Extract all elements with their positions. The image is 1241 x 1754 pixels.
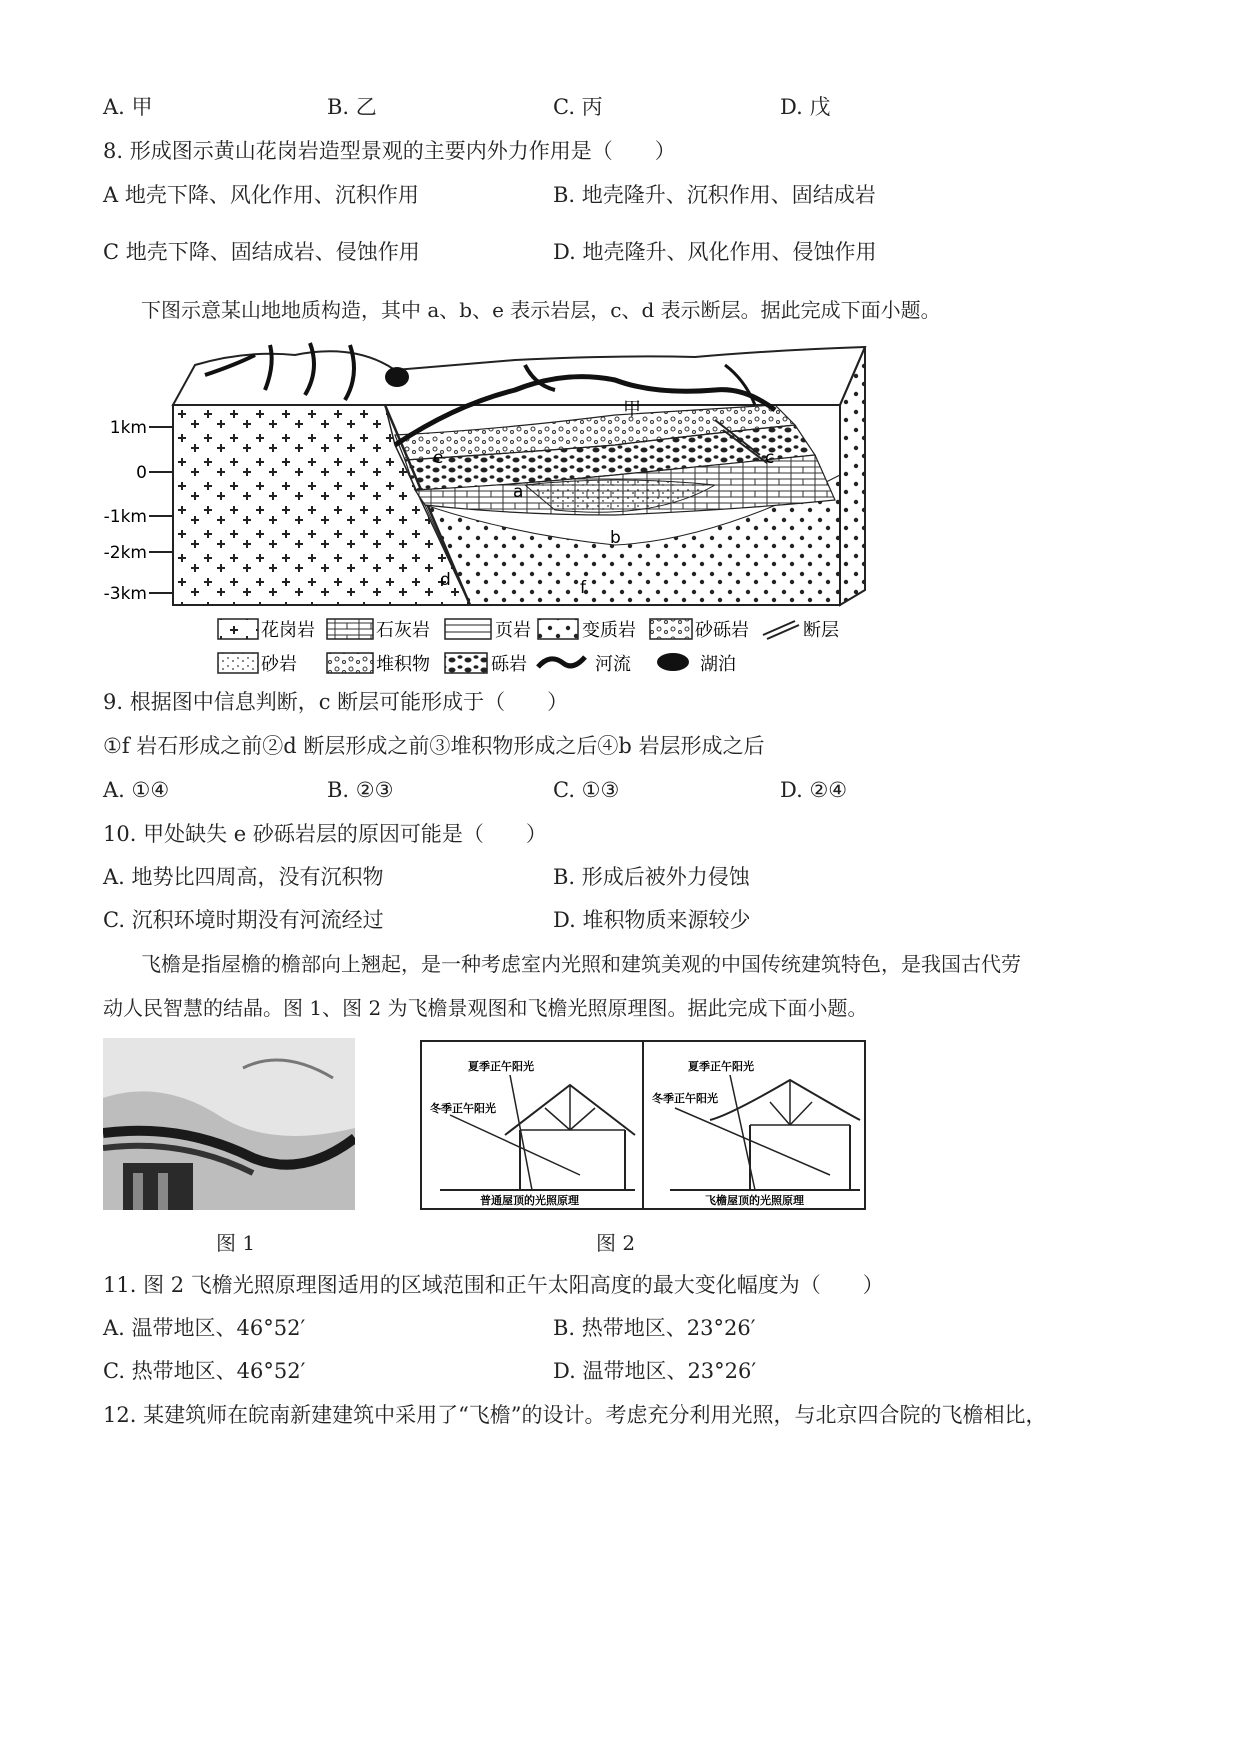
left-winter-label: 冬季正午阳光 <box>430 1102 496 1115</box>
right-caption: 飞檐屋顶的光照原理 <box>705 1194 804 1207</box>
label-a: a <box>513 482 524 502</box>
label-d: d <box>440 570 451 590</box>
legend-conglomerate: 砾岩 <box>491 654 527 675</box>
legend-metamorphic: 变质岩 <box>582 620 636 641</box>
q8-stem: 8. 形成图示黄山花岗岩造型景观的主要内外力作用是（ ） <box>103 139 676 163</box>
legend-sandy-gravel: 砂砾岩 <box>695 620 749 641</box>
flying-eaves-photo <box>103 1038 355 1210</box>
legend-limestone: 石灰岩 <box>376 620 430 641</box>
legend-sandstone: 砂岩 <box>261 654 297 675</box>
q9-option-c: C. ①③ <box>553 778 620 802</box>
right-winter-label: 冬季正午阳光 <box>652 1092 718 1105</box>
legend-river: 河流 <box>595 654 631 675</box>
label-c: c <box>765 448 775 468</box>
figure-1-caption: 图 1 <box>216 1231 256 1255</box>
q7-option-b: B. 乙 <box>327 95 377 119</box>
q9-stem: 9. 根据图中信息判断，c 断层可能形成于（ ） <box>103 690 569 714</box>
q9-option-d: D. ②④ <box>780 778 848 802</box>
q9-statements: ①f 岩石形成之前②d 断层形成之前③堆积物形成之后④b 岩层形成之后 <box>103 734 765 758</box>
legend-deposit: 堆积物 <box>376 654 430 675</box>
label-jia: 甲 <box>623 399 641 420</box>
q11-stem: 11. 图 2 飞檐光照原理图适用的区域范围和正午太阳高度的最大变化幅度为（ ） <box>103 1273 884 1297</box>
legend-shale: 页岩 <box>495 620 531 641</box>
left-summer-label: 夏季正午阳光 <box>468 1060 534 1073</box>
depth-label-minus2km: -2km <box>103 543 147 563</box>
label-b: b <box>610 528 621 548</box>
q9-option-a: A. ①④ <box>103 778 170 802</box>
legend-granite: 花岗岩 <box>261 620 315 641</box>
q7-option-c: C. 丙 <box>553 95 603 119</box>
q11-option-d: D. 温带地区、23°26′ <box>553 1359 757 1383</box>
geology-diagram <box>95 335 895 685</box>
q10-stem: 10. 甲处缺失 e 砂砾岩层的原因可能是（ ） <box>103 822 547 846</box>
depth-label-0: 0 <box>136 463 147 483</box>
flying-eaves-intro-line2: 动人民智慧的结晶。图 1、图 2 为飞檐景观图和飞檐光照原理图。据此完成下面小题。 <box>103 996 868 1020</box>
lake <box>385 367 409 387</box>
q8-option-b: B. 地壳隆升、沉积作用、固结成岩 <box>553 183 876 207</box>
label-e: e <box>433 448 444 468</box>
depth-axis <box>104 418 173 604</box>
label-f: f <box>580 578 586 598</box>
q8-option-c: C 地壳下降、固结成岩、侵蚀作用 <box>103 240 420 264</box>
q11-option-a: A. 温带地区、46°52′ <box>103 1316 306 1340</box>
q12-stem: 12. 某建筑师在皖南新建建筑中采用了“飞檐”的设计。考虑充分利用光照，与北京四合院的飞檐相比， <box>103 1403 1047 1427</box>
legend-fault: 断层 <box>803 620 839 641</box>
depth-label-minus1km: -1km <box>103 507 147 527</box>
q7-option-a: A. 甲 <box>103 95 153 119</box>
q8-option-d: D. 地壳隆升、风化作用、侵蚀作用 <box>553 240 877 264</box>
legend-lake: 湖泊 <box>700 654 736 675</box>
depth-label-minus3km: -3km <box>103 584 147 604</box>
eaves-lighting-diagram <box>420 1040 866 1210</box>
q7-option-d: D. 戊 <box>780 95 831 119</box>
geology-legend <box>218 619 839 675</box>
q10-option-c: C. 沉积环境时期没有河流经过 <box>103 908 384 932</box>
q9-option-b: B. ②③ <box>327 778 394 802</box>
figure-2-caption: 图 2 <box>596 1231 636 1255</box>
block-top-surface <box>173 347 865 405</box>
q8-option-a: A 地壳下降、风化作用、沉积作用 <box>103 183 419 207</box>
flying-eaves-intro-line1: 飞檐是指屋檐的檐部向上翘起，是一种考虑室内光照和建筑美观的中国传统建筑特色，是我国古代劳 <box>141 952 1021 976</box>
q10-option-d: D. 堆积物质来源较少 <box>553 908 751 932</box>
q11-option-b: B. 热带地区、23°26′ <box>553 1316 756 1340</box>
q10-option-b: B. 形成后被外力侵蚀 <box>553 865 750 889</box>
left-caption: 普通屋顶的光照原理 <box>480 1194 579 1207</box>
q10-option-a: A. 地势比四周高，没有沉积物 <box>103 865 384 889</box>
q11-option-c: C. 热带地区、46°52′ <box>103 1359 306 1383</box>
depth-label-1km: 1km <box>109 418 147 438</box>
geology-intro: 下图示意某山地地质构造，其中 a、b、e 表示岩层，c、d 表示断层。据此完成下面小题。 <box>141 298 941 322</box>
right-summer-label: 夏季正午阳光 <box>688 1060 754 1073</box>
